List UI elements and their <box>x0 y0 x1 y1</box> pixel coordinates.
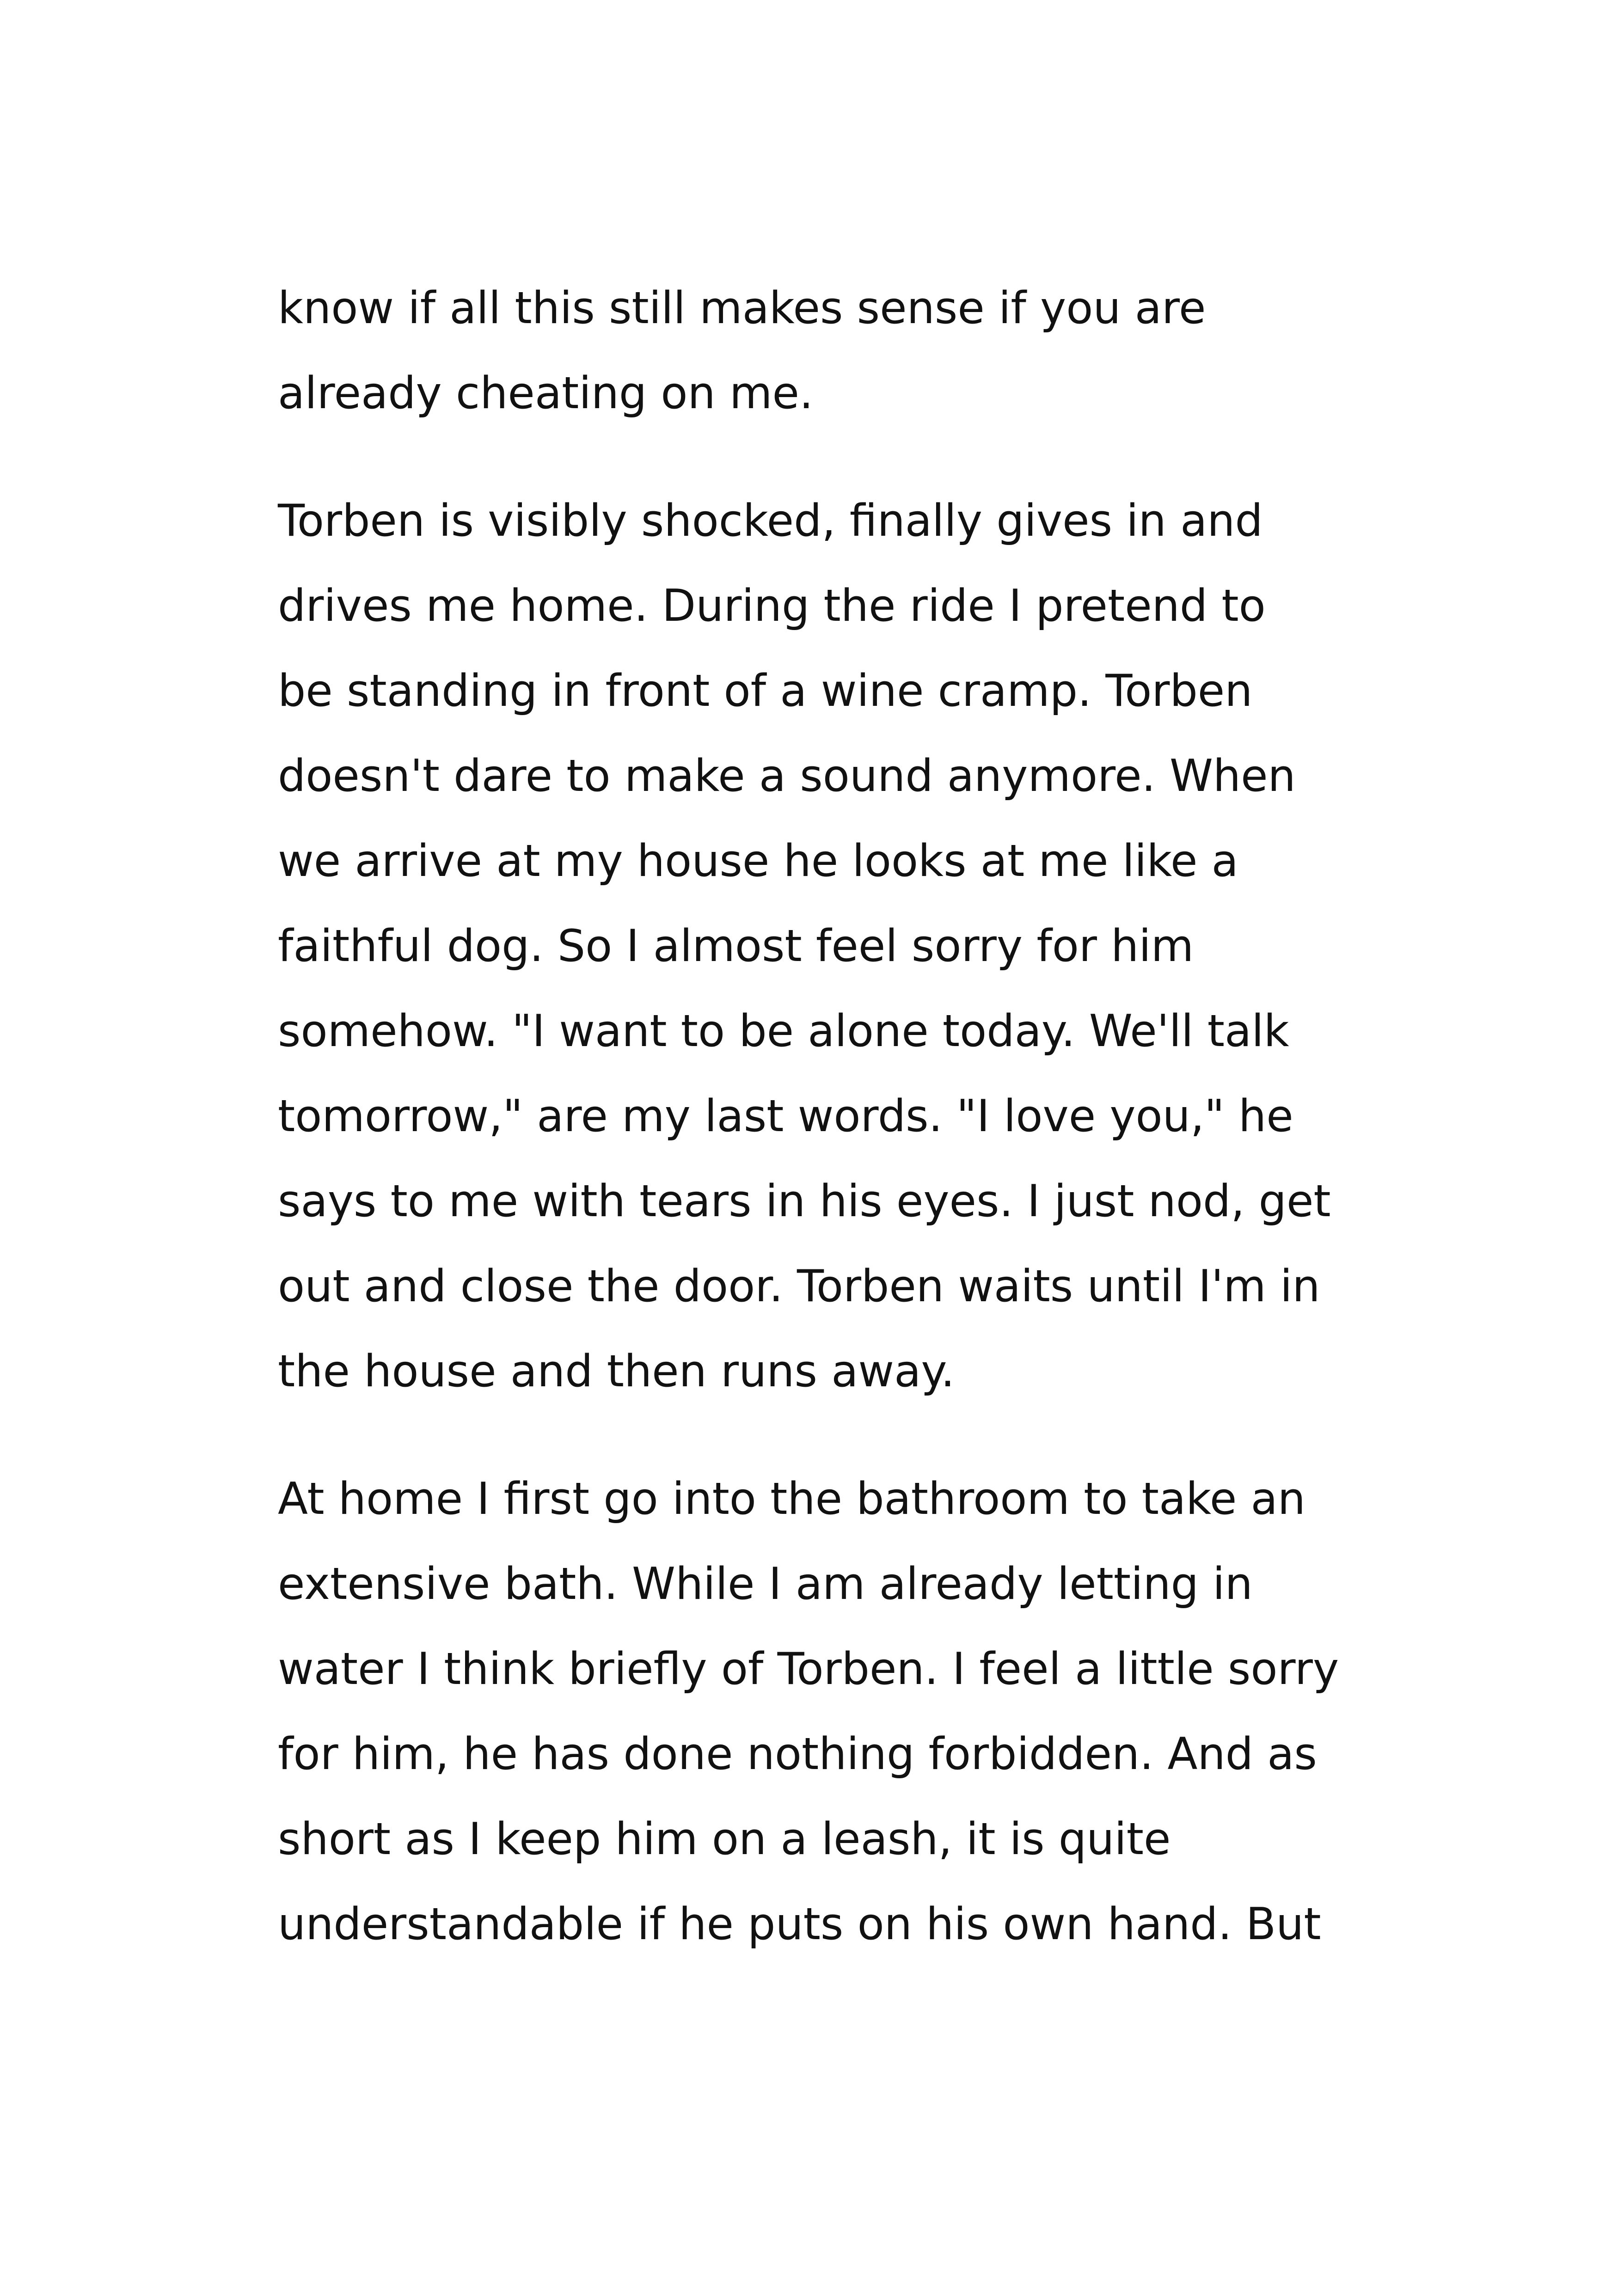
text-line: we arrive at my house he looks at me like a <box>278 836 1238 887</box>
text-line: doesn't dare to make a sound anymore. When <box>278 751 1296 802</box>
text-line: somehow. "I want to be alone today. We'll talk <box>278 1006 1289 1057</box>
text-line: understandable if he puts on his own hand. But <box>278 1899 1321 1950</box>
text-line: be standing in front of a wine cramp. Torben <box>278 666 1253 716</box>
text-line: the house and then runs away. <box>278 1346 955 1397</box>
text-line: know if all this still makes sense if you are <box>278 283 1206 334</box>
text-line: Torben is visibly shocked, finally gives in and <box>278 496 1263 546</box>
text-line: out and close the door. Torben waits until I'm in <box>278 1261 1320 1312</box>
text-line: extensive bath. While I am already letting in <box>278 1559 1253 1610</box>
text-line: drives me home. During the ride I pretend to <box>278 581 1266 631</box>
paragraph-2 <box>278 478 1360 1414</box>
text-line: faithful dog. So I almost feel sorry for him <box>278 921 1194 972</box>
body-text <box>278 266 1360 2009</box>
paragraph-1 <box>278 266 1360 436</box>
text-line: already cheating on me. <box>278 368 814 419</box>
text-line: water I think briefly of Torben. I feel a little sorry <box>278 1644 1339 1695</box>
paragraph-3 <box>278 1457 1360 1967</box>
text-line: says to me with tears in his eyes. I just nod, get <box>278 1176 1331 1227</box>
text-line: tomorrow," are my last words. "I love you," he <box>278 1091 1293 1142</box>
text-line: short as I keep him on a leash, it is quite <box>278 1814 1171 1865</box>
text-line: At home I first go into the bathroom to take an <box>278 1474 1305 1525</box>
text-line: for him, he has done nothing forbidden. And as <box>278 1729 1317 1780</box>
